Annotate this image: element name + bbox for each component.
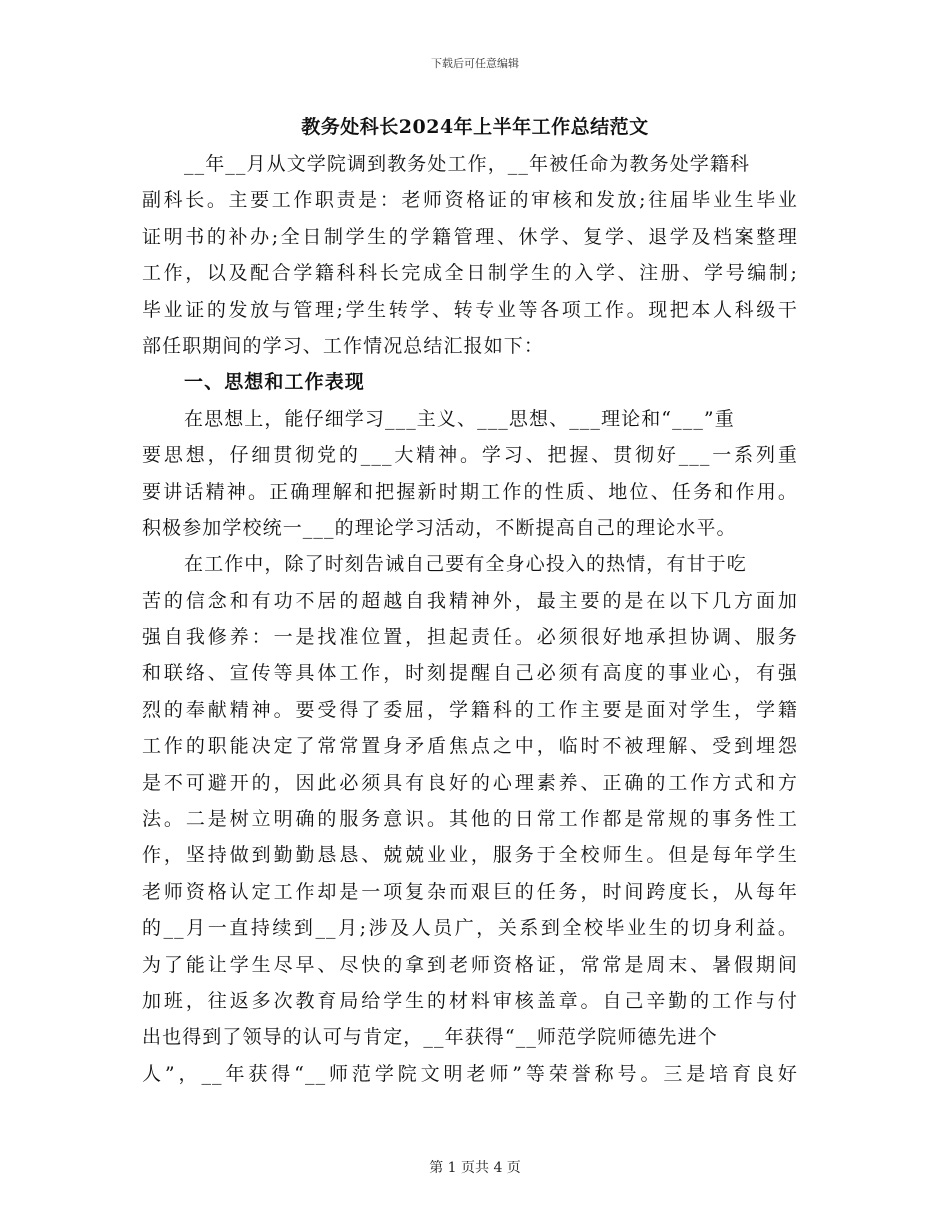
paragraph-line: 的__月一直持续到__月;涉及人员广，关系到全校毕业生的切身利益。 bbox=[142, 917, 798, 940]
paragraph-line: 工作的职能决定了常常置身矛盾焦点之中，临时不被理解、受到埋怨 bbox=[142, 735, 798, 758]
paragraph-line: 证明书的补办;全日制学生的学籍管理、休学、复学、退学及档案整理 bbox=[142, 225, 798, 248]
document-title: 教务处科长2024年上半年工作总结范文 bbox=[301, 116, 649, 138]
paragraph-line: 强自我修养：一是找准位置，担起责任。必须很好地承担协调、服务 bbox=[142, 626, 798, 649]
paragraph-line: 工作，以及配合学籍科科长完成全日制学生的入学、注册、学号编制; bbox=[142, 262, 798, 285]
document-body bbox=[142, 146, 798, 1092]
paragraph-line: 作，坚持做到勤勤恳恳、兢兢业业，服务于全校师生。但是每年学生 bbox=[142, 844, 798, 867]
paragraph-line: 要思想，仔细贯彻党的___大精神。学习、把握、贯彻好___一系列重 bbox=[142, 444, 798, 467]
paragraph-line: 人”，__年获得“__师范学院文明老师”等荣誉称号。三是培育良好 bbox=[142, 1062, 798, 1085]
paragraph-line: 苦的信念和有功不居的超越自我精神外，最主要的是在以下几方面加 bbox=[142, 589, 798, 612]
paragraph-line: 要讲话精神。正确理解和把握新时期工作的性质、地位、任务和作用。 bbox=[142, 480, 798, 503]
paragraph-line: 副科长。主要工作职责是：老师资格证的审核和发放;往届毕业生毕业 bbox=[142, 189, 798, 212]
paragraph-line: 烈的奉献精神。要受得了委屈，学籍科的工作主要是面对学生，学籍 bbox=[142, 698, 798, 721]
paragraph-line: 老师资格认定工作却是一项复杂而艰巨的任务，时间跨度长，从每年 bbox=[142, 880, 798, 903]
paragraph-line: 和联络、宣传等具体工作，时刻提醒自己必须有高度的事业心，有强 bbox=[142, 662, 798, 685]
paragraph-line: 出也得到了领导的认可与肯定，__年获得“__师范学院师德先进个 bbox=[142, 1026, 718, 1049]
paragraph-line: __年__月从文学院调到教务处工作，__年被任命为教务处学籍科 bbox=[184, 153, 751, 175]
paragraph-line: 部任职期间的学习、工作情况总结汇报如下： bbox=[142, 334, 545, 357]
section-heading: 一、思想和工作表现 bbox=[184, 371, 365, 394]
paragraph-line: 积极参加学校统一___的理论学习活动，不断提高自己的理论水平。 bbox=[142, 516, 737, 539]
paragraph-line: 为了能让学生尽早、尽快的拿到老师资格证，常常是周末、暑假期间 bbox=[142, 953, 798, 976]
page-header: 下载后可任意编辑 bbox=[431, 57, 519, 70]
paragraph-line: 加班，往返多次教育局给学生的材料审核盖章。自己辛勤的工作与付 bbox=[142, 989, 798, 1012]
paragraph-line: 是不可避开的，因此必须具有良好的心理素养、正确的工作方式和方 bbox=[142, 771, 798, 794]
paragraph-line: 毕业证的发放与管理;学生转学、转专业等各项工作。现把本人科级干 bbox=[142, 298, 798, 321]
page-footer: 第 1 页共 4 页 bbox=[429, 1160, 521, 1176]
paragraph-line: 在工作中，除了时刻告诫自己要有全身心投入的热情，有甘于吃 bbox=[184, 553, 747, 576]
paragraph-line: 法。二是树立明确的服务意识。其他的日常工作都是常规的事务性工 bbox=[142, 808, 798, 831]
paragraph-line: 在思想上，能仔细学习___主义、___思想、___理论和“___”重 bbox=[184, 407, 735, 430]
